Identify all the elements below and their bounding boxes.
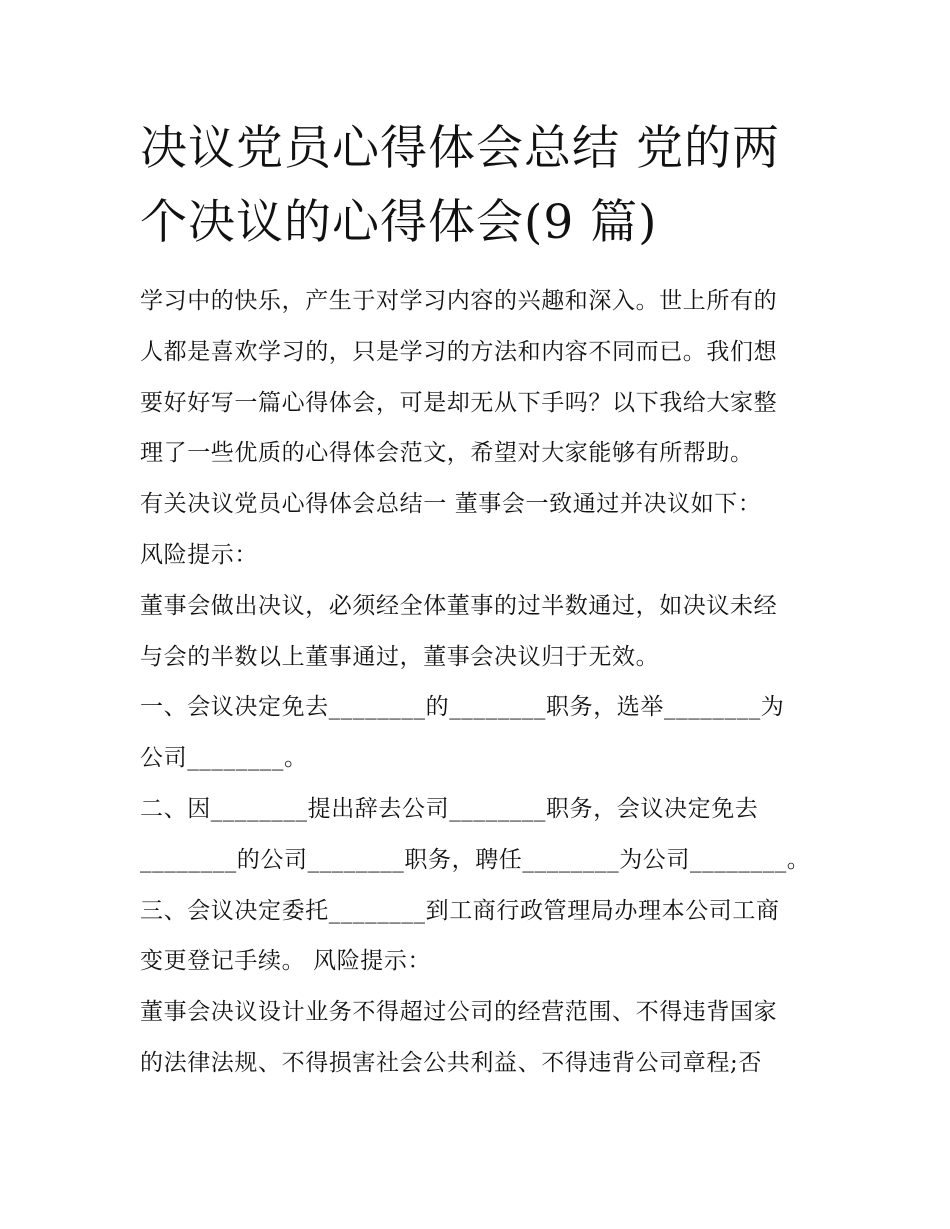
body-line: 要好好写一篇心得体会，可是却无从下手吗？以下我给大家整 [140, 389, 778, 416]
resolution-item-line: 变更登记手续。 风险提示： [140, 948, 432, 975]
body-line: 董事会做出决议，必须经全体董事的过半数通过，如决议未经 [140, 592, 778, 619]
body-line: 理了一些优质的心得体会范文，希望对大家能够有所帮助。 [140, 440, 754, 467]
resolution-item-line: 一、会议决定免去________的________职务，选举________为 [140, 694, 785, 721]
body-line: 学习中的快乐，产生于对学习内容的兴趣和深入。世上所有的 [140, 288, 778, 314]
document-title [140, 112, 820, 260]
body-line: 与会的半数以上董事通过，董事会决议归于无效。 [140, 643, 660, 670]
section-heading-line: 有关决议党员心得体会总结一 董事会一致通过并决议如下： [140, 491, 762, 518]
resolution-item-line: 二、因________提出辞去公司________职务，会议决定免去 [140, 795, 759, 822]
document-body [140, 276, 830, 1089]
body-line: 董事会决议设计业务不得超过公司的经营范围、不得违背国家 [140, 999, 778, 1026]
risk-hint-label: 风险提示： [140, 541, 258, 568]
resolution-item-line: 三、会议决定委托________到工商行政管理局办理本公司工商 [140, 897, 780, 924]
resolution-item-line: ________的公司________职务，聘任________为公司________。 [140, 846, 811, 873]
title-line-2: 个决议的心得体会(9 篇) [140, 195, 658, 250]
resolution-item-line: 公司________。 [140, 745, 308, 772]
title-line-1: 决议党员心得体会总结 党的两 [140, 121, 780, 176]
body-line: 人都是喜欢学习的，只是学习的方法和内容不同而已。我们想 [140, 338, 778, 365]
body-line: 的法律法规、不得损害社会公共利益、不得违背公司章程;否 [140, 1049, 762, 1076]
